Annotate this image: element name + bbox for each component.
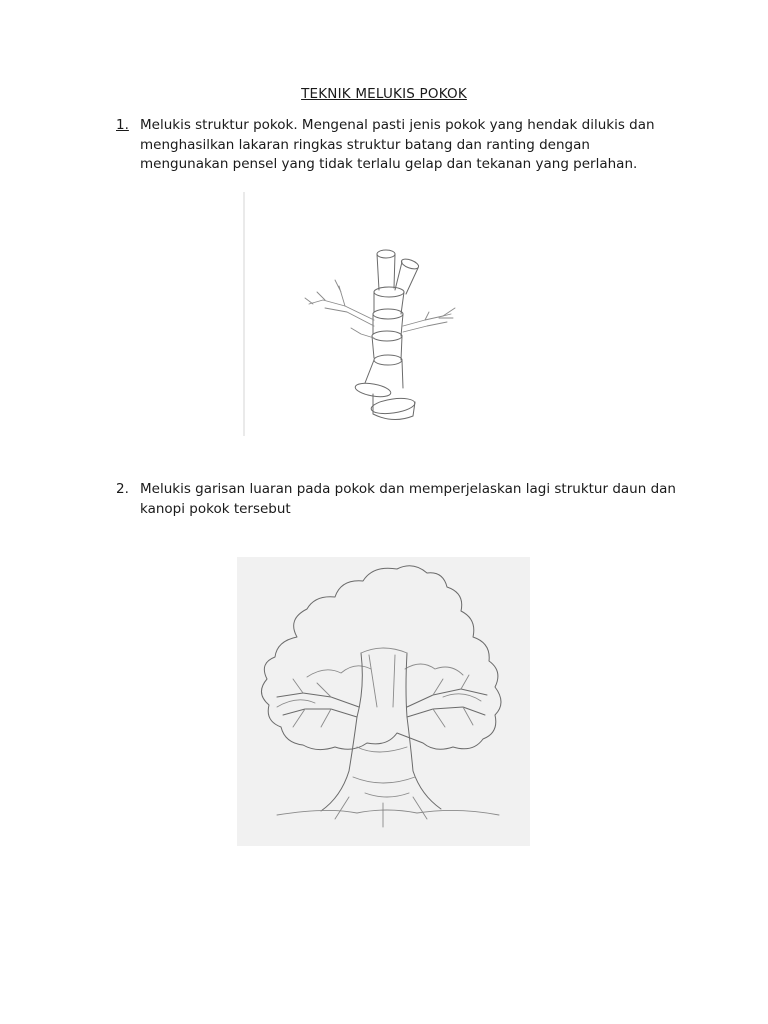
step-1-text: Melukis struktur pokok. Mengenal pasti jenis pokok yang hendak dilukis dan menghasilkan lakaran ringkas struktur batang dan ranting dengan mengunakan pensel yang tidak terlalu gelap dan tekanan yang perlahan. (140, 117, 655, 172)
step-2 (116, 480, 676, 519)
step-1-number: 1. (116, 117, 129, 133)
step-2-number: 2. (116, 481, 129, 497)
tree-canopy-sketch (237, 557, 530, 846)
tree-structure-sketch (243, 188, 493, 438)
page-title: TEKNIK MELUKIS POKOK (301, 86, 467, 102)
step-2-text: Melukis garisan luaran pada pokok dan memperjelaskan lagi struktur daun dan kanopi pokok tersebut (140, 481, 676, 517)
step-1 (116, 116, 676, 175)
